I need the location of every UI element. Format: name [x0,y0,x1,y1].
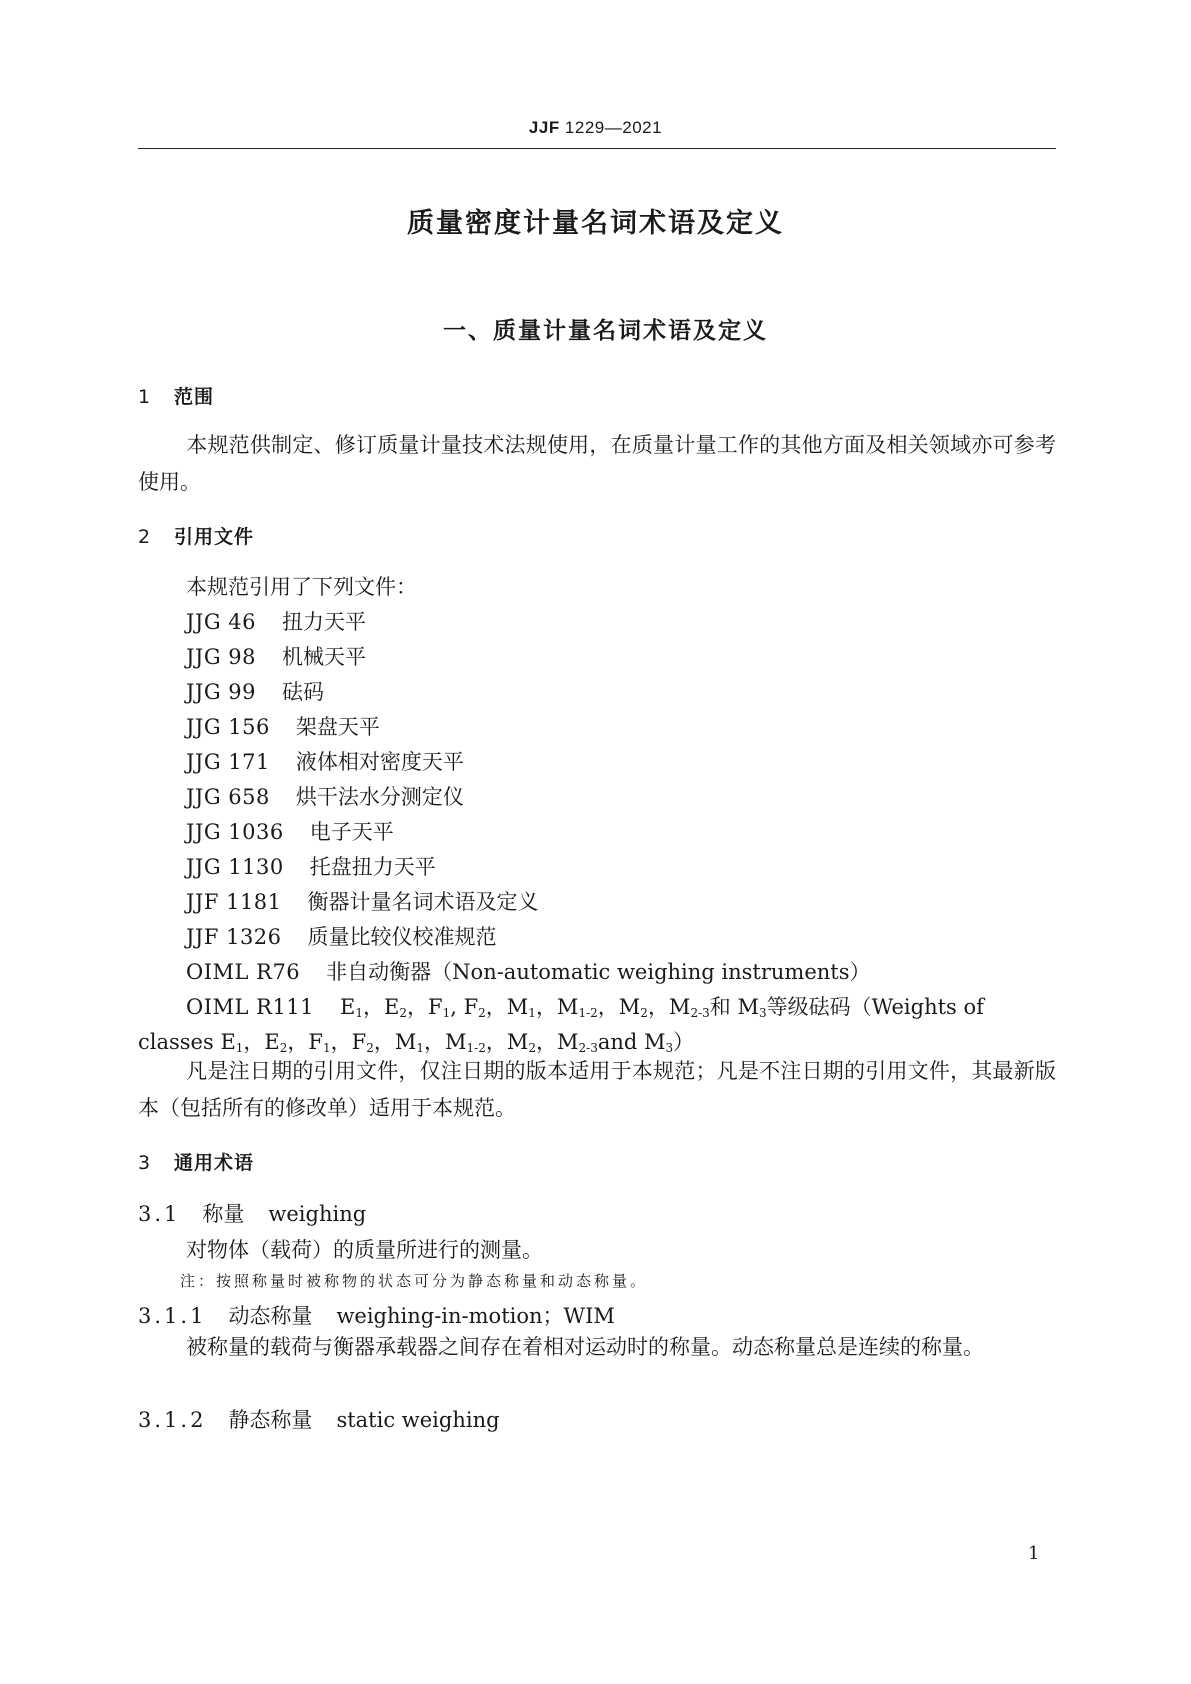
reference-code: OIML R76 [186,960,301,984]
reference-code: JJG 1036 [186,820,284,844]
term-zh: 静态称量 [228,1408,313,1432]
references-intro: 本规范引用了下列文件： [186,575,417,599]
reference-code: JJG 1130 [186,855,284,879]
reference-name: 扭力天平 [282,610,367,634]
term-zh: 动态称量 [228,1304,313,1328]
reference-item [186,641,366,671]
reference-item [186,676,324,706]
term-3-1 [138,1198,366,1228]
section-number: 1 [138,386,152,408]
reference-item [186,816,394,846]
reference-name: 砝码 [282,680,325,704]
page-number: 1 [1028,1543,1040,1564]
term-note: 注：按照称量时被称物的状态可分为静态称量和动态称量。 [180,1272,649,1290]
term-en: static weighing [336,1408,500,1432]
term-en: weighing-in-motion；WIM [336,1304,615,1328]
term-number: 3.1.2 [138,1408,207,1432]
section-heading-general-terms [138,1148,254,1175]
reference-item-r111-continued: classes $E_1$，$E_2$，$F_1$，$F_2$，$M_1$，$M_{1-2}$，$M_2$，$M_{2-3}and$ $M_3$） [138,1030,695,1055]
reference-name: 液体相对密度天平 [295,750,464,774]
reference-item [186,851,436,881]
part-title: 一、质量计量名词术语及定义 [443,318,768,344]
reference-name: 烘干法水分测定仪 [295,785,464,809]
scope-text: 本规范供制定、修订质量计量技术法规使用，在质量计量工作的其他方面及相关领域亦可参考使用。 [138,433,1056,494]
reference-item-r111: OIML R111 $E_1$，$E_2$，$F_1$, $F_2$，$M_1$，$M_{1-2}$，$M_2$，$M_{2-3}$和 $M_3$等级砝码（Weights of [186,995,984,1020]
reference-name: 托盘扭力天平 [309,855,436,879]
scope-paragraph [138,427,1056,501]
reference-name: 衡器计量名词术语及定义 [307,890,539,914]
reference-code: JJG 98 [186,645,257,669]
reference-code: JJG 658 [186,785,270,809]
reference-item [186,956,871,986]
section-heading-references [138,522,254,549]
reference-item [186,886,539,916]
term-definition-paragraph [138,1329,1056,1366]
reference-code: OIML R111 [186,995,315,1019]
term-3-1-2 [138,1404,500,1434]
term-en: weighing [268,1202,367,1226]
dated-references-paragraph [138,1053,1056,1127]
section-number: 3 [138,1152,152,1174]
reference-code: JJF 1181 [186,890,282,914]
reference-item [186,781,464,811]
reference-code: JJG 99 [186,680,257,704]
r111-classes-en: classes [138,1030,214,1054]
section-title: 引用文件 [174,526,255,548]
reference-name: 质量比较仪校准规范 [307,925,497,949]
reference-item [186,921,497,951]
term-number: 3.1 [138,1202,181,1226]
reference-item [186,711,380,741]
reference-code: JJF 1326 [186,925,282,949]
section-heading-scope [138,382,214,409]
r111-classes-zh: 等级砝码（Weights of [766,995,984,1019]
term-definition: 被称量的载荷与衡器承载器之间存在着相对运动时的称量。动态称量总是连续的称量。 [186,1335,984,1359]
section-number: 2 [138,526,152,548]
standard-code-number: 1229—2021 [559,118,663,137]
reference-name: 非自动衡器（Non-automatic weighing instruments） [326,960,871,984]
connector-and-en: and [597,1030,638,1054]
document-title: 质量密度计量名词术语及定义 [407,208,784,239]
term-zh: 称量 [202,1202,245,1226]
term-number: 3.1.1 [138,1304,207,1328]
paren-close: ） [673,1030,695,1054]
reference-name: 架盘天平 [295,715,380,739]
standard-code [0,118,1191,138]
reference-name: 机械天平 [282,645,367,669]
section-title: 通用术语 [174,1152,255,1174]
reference-code: JJG 171 [186,750,270,774]
dated-text: 凡是注日期的引用文件，仅注日期的版本适用于本规范；凡是不注日期的引用文件，其最新版本（包括所有的修改单）适用于本规范。 [138,1059,1056,1120]
term-3-1-1 [138,1300,615,1330]
standard-code-prefix: JJF [528,118,560,137]
reference-name: 电子天平 [309,820,394,844]
reference-code: JJG 156 [186,715,270,739]
reference-item [186,746,464,776]
header-rule [138,148,1056,149]
reference-code: JJG 46 [186,610,257,634]
section-title: 范围 [174,386,215,408]
reference-item [186,606,366,636]
connector-and: 和 [709,995,731,1019]
term-definition: 对物体（载荷）的质量所进行的测量。 [186,1238,543,1262]
